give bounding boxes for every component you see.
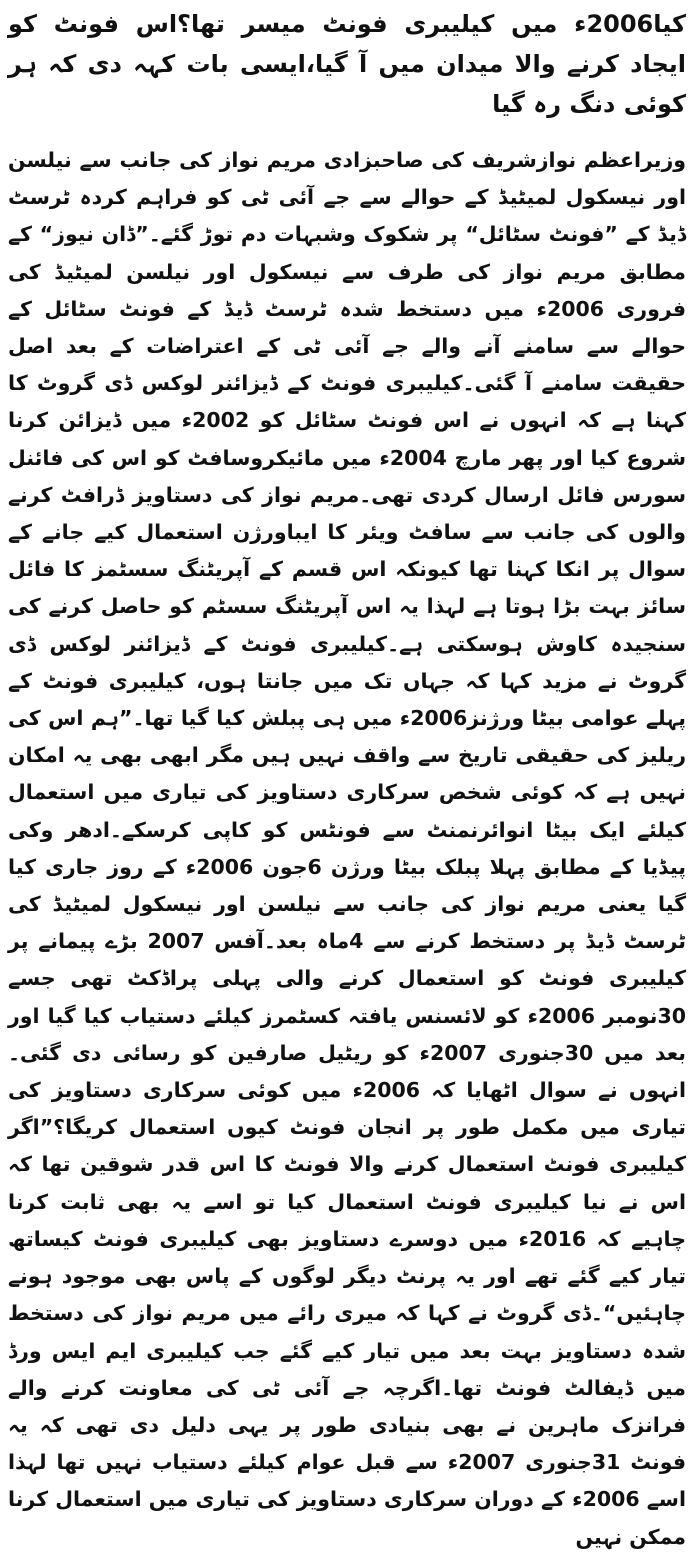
article-headline: کیا2006ء میں کیلیبری فونٹ میسر تھا؟اس فونٹ کو ایجاد کرنے والا میدان میں آ گیا،ایسی بات کہہ دی کہ ہر کوئی دنگ رہ گیا xyxy=(8,10,686,118)
news-article xyxy=(8,0,686,1556)
article-body: وزیراعظم نوازشریف کی صاحبزادی مریم نواز کی جانب سے نیلسن اور نیسکول لمیٹیڈ کے حوالے سے جے آئی ٹی کو فراہم کردہ ٹرسٹ ڈیڈ کے ”فونٹ سٹائل“ پر شکوک وشبہات دم توڑ گئے۔”ڈان نیوز“ کے مطابق مریم نواز کی طرف سے نیسکول اور نیلسن لمیٹیڈ کی فروری 2006ء میں دستخط شدہ ٹرسٹ ڈیڈ کے فونٹ سٹائل کے حوالے سے سامنے آنے والے جے آئی ٹی کے اعتراضات کے بعد اصل حقیقت سامنے آ گئی۔کیلیبری فونٹ کے ڈیزائنر لوکس ڈی گروٹ کا کہنا ہے کہ انہوں نے اس فونٹ سٹائل کو 2002ء میں ڈیزائن کرنا شروع کیا اور پھر مارچ 2004ء میں مائیکروسافٹ کو اس کی فائنل سورس فائل ارسال کردی تھی۔مریم نواز کی دستاویز ڈرافٹ کرنے والوں کی جانب سے سافٹ ویئر کا ایباورژن استعمال کیے جانے کے سوال پر انکا کہنا تھا کیونکہ اس قسم کے آپریٹنگ سسٹمز کا فائل سائز بہت بڑا ہوتا ہے لہذا یہ اس آپریٹنگ سسٹم کو حاصل کرنے کی سنجیدہ کاوش ہوسکتی ہے۔کیلیبری فونٹ کے ڈیزائنر لوکس ڈی گروٹ نے مزید کہا کہ جہاں تک میں جانتا ہوں، کیلیبری فونٹ کے پہلے عوامی بیٹا ورژنز2006ء میں ہی پبلش کیا گیا تھا۔”ہم اس کی ریلیز کی حقیقی تاریخ سے واقف نہیں ہیں مگر ابھی بھی یہ امکان نہیں ہے کہ کوئی شخص سرکاری دستاویز کی تیاری میں استعمال کیلئے ایک بیٹا انوائرنمنٹ سے فونٹس کو کاپی کرسکے۔ادھر وکی پیڈیا کے مطابق پہلا پبلک بیٹا ورژن 6جون 2006ء کے روز جاری کیا گیا یعنی مریم نواز کی جانب سے نیلسن اور نیسکول لمیٹیڈ کی ٹرسٹ ڈیڈ پر دستخط کرنے سے 4ماہ بعد۔آفس 2007 بڑے پیمانے پر کیلیبری فونٹ کو استعمال کرنے والی پہلی پراڈکٹ تھی جسے 30نومبر 2006ء کو لائسنس یافتہ کسٹمرز کیلئے دستیاب کیا گیا اور بعد میں 30جنوری 2007ء کو ریٹیل صارفین کو رسائی دی گئی۔انہوں نے سوال اٹھایا کہ 2006ء میں کوئی سرکاری دستاویز کی تیاری میں مکمل طور پر انجان فونٹ کیوں استعمال کریگا؟”اگر کیلیبری فونٹ استعمال کرنے والا فونٹ کا اس قدر شوقین تھا کہ اس نے نیا کیلیبری فونٹ استعمال کیا تو اسے یہ بھی ثابت کرنا چاہیے کہ 2016ء میں دوسرے دستاویز بھی کیلیبری فونٹ کیساتھ تیار کیے گئے تھے اور یہ پرنٹ دیگر لوگوں کے پاس بھی موجود ہونے چاہئیں“۔ڈی گروٹ نے کہا کہ میری رائے میں مریم نواز کی دستخط شدہ دستاویز بہت بعد میں تیار کیے گئے جب کیلیبری ایم ایس ورڈ میں ڈیفالٹ فونٹ تھا۔اگرچہ جے آئی ٹی کی معاونت کرنے والے فرانزک ماہرین نے بھی بنیادی طور پر یہی دلیل دی تھی کہ یہ فونٹ 31جنوری 2007ء سے قبل عوام کیلئے دستیاب نہیں تھا لہذا اسے 2006ء کے دوران سرکاری دستاویز کی تیاری میں استعمال کرنا ممکن نہیں xyxy=(8,148,687,1549)
